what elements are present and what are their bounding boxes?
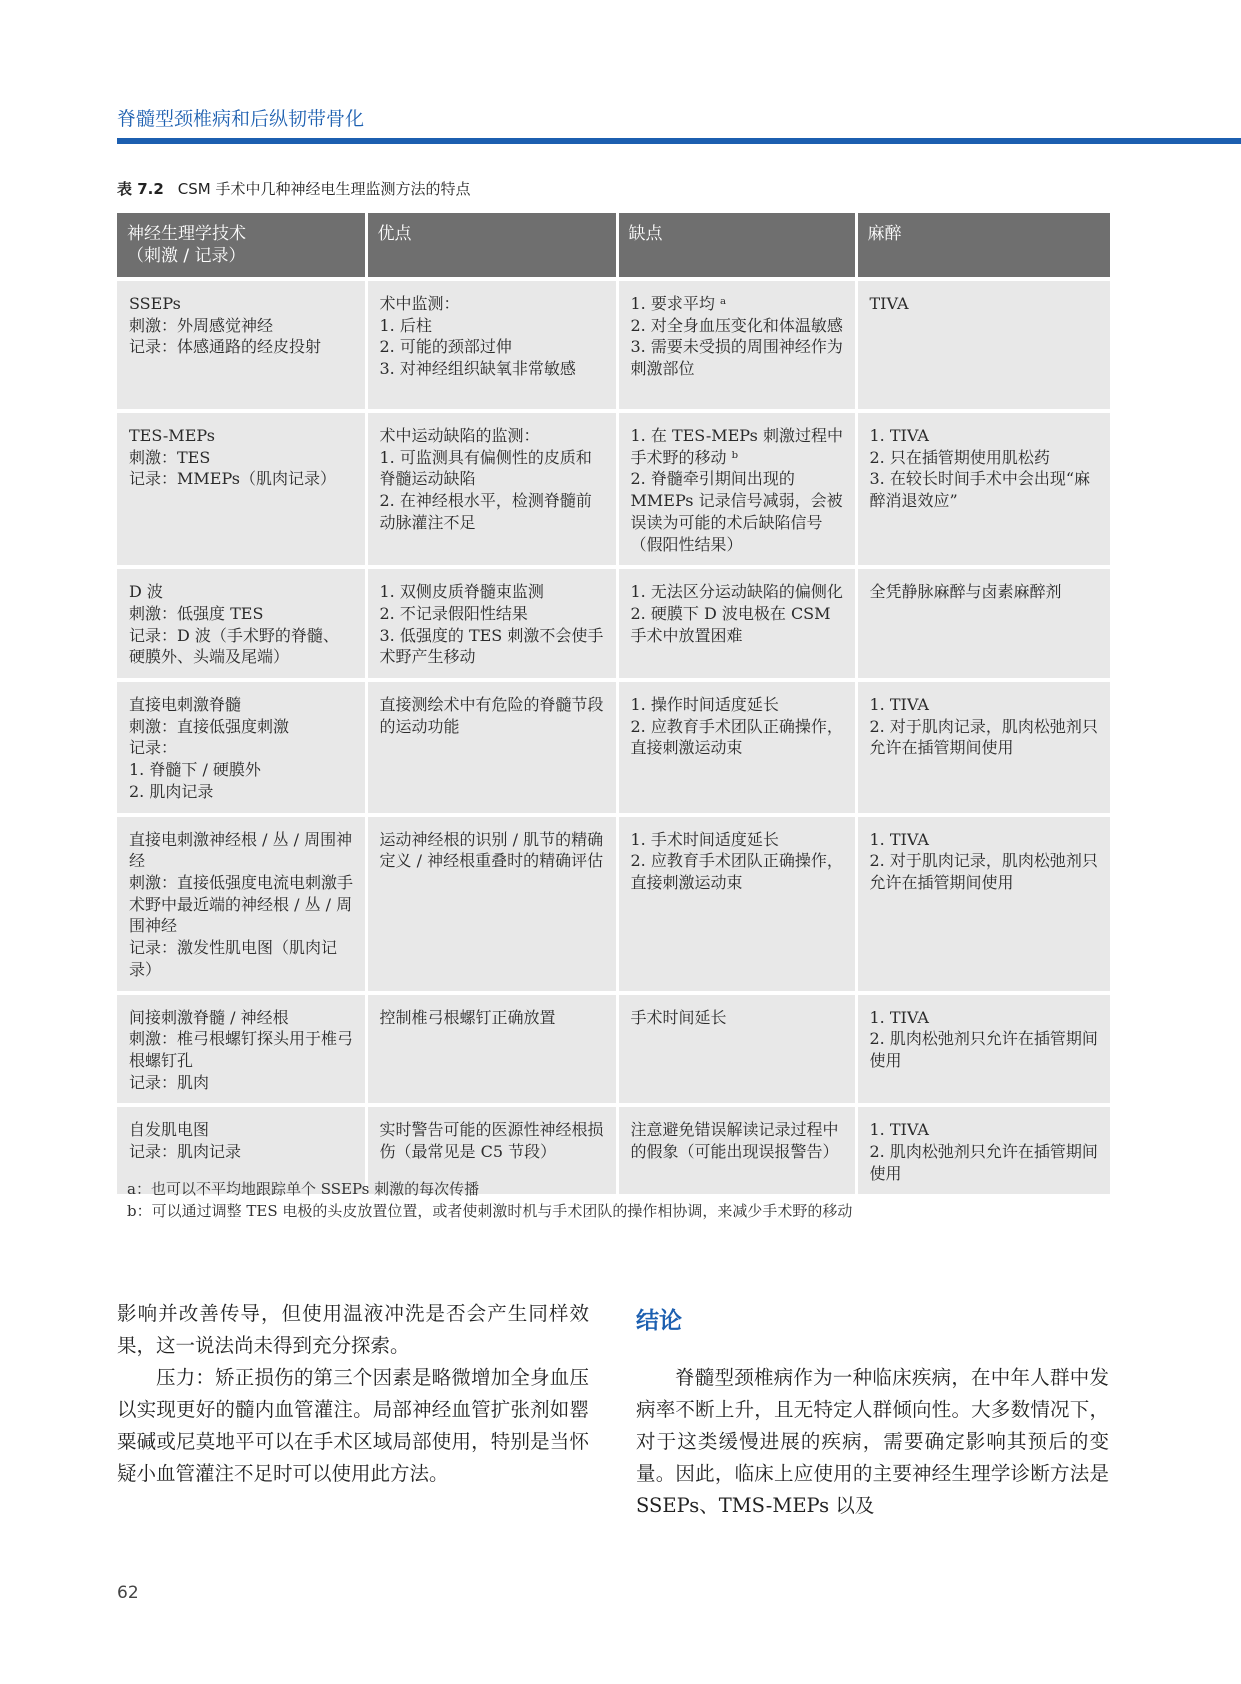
cell-anesthesia: TIVA <box>856 279 1110 411</box>
footnote-b: b：可以通过调整 TES 电极的头皮放置位置，或者使刺激时机与手术团队的操作相协调，来减少手术野的移动 <box>127 1202 853 1220</box>
header-technique: 神经生理学技术 （刺激 / 记录） <box>117 213 366 279</box>
table-caption-number: 表 7.2 <box>117 180 164 198</box>
cell-advantages: 术中运动缺陷的监测： 1. 可监测具有偏侧性的皮质和脊髓运动缺陷 2. 在神经根水平，检测脊髓前动脉灌注不足 <box>366 411 617 567</box>
cell-technique: TES-MEPs 刺激：TES 记录：MMEPs（肌肉记录） <box>117 411 366 567</box>
table-row <box>117 567 1110 680</box>
cell-disadvantages: 1. 操作时间适度延长 2. 应教育手术团队正确操作，直接刺激运动束 <box>617 680 856 815</box>
section-heading-conclusion: 结论 <box>636 1308 682 1334</box>
table-footnotes <box>127 1178 852 1222</box>
cell-anesthesia: 1. TIVA 2. 对于肌肉记录，肌肉松弛剂只允许在插管期间使用 <box>856 815 1110 993</box>
cell-advantages: 术中监测： 1. 后柱 2. 可能的颈部过伸 3. 对神经组织缺氧非常敏感 <box>366 279 617 411</box>
table-header-row <box>117 213 1110 279</box>
cell-technique: SSEPs 刺激：外周感觉神经 记录：体感通路的经皮投射 <box>117 279 366 411</box>
monitoring-methods-table <box>117 213 1110 1194</box>
table-row <box>117 815 1110 993</box>
header-disadvantages: 缺点 <box>617 213 856 279</box>
table-row <box>117 680 1110 815</box>
cell-anesthesia: 1. TIVA 2. 肌肉松弛剂只允许在插管期间使用 <box>856 993 1110 1106</box>
cell-disadvantages: 1. 手术时间适度延长 2. 应教育手术团队正确操作，直接刺激运动束 <box>617 815 856 993</box>
table-caption <box>117 178 471 199</box>
header-anesthesia: 麻醉 <box>856 213 1110 279</box>
cell-disadvantages: 1. 要求平均 ᵃ 2. 对全身血压变化和体温敏感 3. 需要未受损的周围神经作为刺激部位 <box>617 279 856 411</box>
table-row <box>117 411 1110 567</box>
cell-anesthesia: 1. TIVA 2. 只在插管期使用肌松药 3. 在较长时间手术中会出现“麻醉消退效应” <box>856 411 1110 567</box>
cell-advantages: 直接测绘术中有危险的脊髓节段的运动功能 <box>366 680 617 815</box>
cell-advantages: 控制椎弓根螺钉正确放置 <box>366 993 617 1106</box>
cell-technique: 自发肌电图 记录：肌肉记录 <box>117 1105 366 1194</box>
left-column-text <box>117 1298 589 1490</box>
header-advantages: 优点 <box>366 213 617 279</box>
running-head: 脊髓型颈椎病和后纵韧带骨化 <box>117 108 365 130</box>
cell-technique: D 波 刺激：低强度 TES 记录：D 波（手术野的脊髓、硬膜外、头端及尾端） <box>117 567 366 680</box>
cell-disadvantages: 1. 在 TES-MEPs 刺激过程中手术野的移动 ᵇ 2. 脊髓牵引期间出现的 MMEPs 记录信号减弱，会被误读为可能的术后缺陷信号（假阳性结果） <box>617 411 856 567</box>
footnote-a: a：也可以不平均地跟踪单个 SSEPs 刺激的每次传播 <box>127 1180 480 1198</box>
paragraph: 压力：矫正损伤的第三个因素是略微增加全身血压以实现更好的髓内血管灌注。局部神经血管扩张剂如罂粟碱或尼莫地平可以在手术区域局部使用，特别是当怀疑小血管灌注不足时可以使用此方法。 <box>117 1366 589 1485</box>
cell-technique: 直接电刺激神经根 / 丛 / 周围神经 刺激：直接低强度电流电刺激手术野中最近端的神经根 / 丛 / 周围神经 记录：激发性肌电图（肌肉记录） <box>117 815 366 993</box>
cell-disadvantages: 注意避免错误解读记录过程中的假象（可能出现误报警告） <box>617 1105 856 1194</box>
right-column-text: 脊髓型颈椎病作为一种临床疾病，在中年人群中发病率不断上升，且无特定人群倾向性。大多数情况下，对于这类缓慢进展的疾病，需要确定影响其预后的变量。因此，临床上应使用的主要神经生理学诊断方法是 SSEPs、TMS-MEPs 以及 <box>636 1366 1109 1517</box>
cell-advantages: 运动神经根的识别 / 肌节的精确定义 / 神经根重叠时的精确评估 <box>366 815 617 993</box>
cell-disadvantages: 手术时间延长 <box>617 993 856 1106</box>
cell-anesthesia: 1. TIVA 2. 肌肉松弛剂只允许在插管期间使用 <box>856 1105 1110 1194</box>
cell-technique: 间接刺激脊髓 / 神经根 刺激：椎弓根螺钉探头用于椎弓根螺钉孔 记录：肌肉 <box>117 993 366 1106</box>
header-rule <box>117 138 1241 144</box>
table-caption-text: CSM 手术中几种神经电生理监测方法的特点 <box>177 180 471 198</box>
cell-disadvantages: 1. 无法区分运动缺陷的偏侧化 2. 硬膜下 D 波电极在 CSM 手术中放置困难 <box>617 567 856 680</box>
cell-technique: 直接电刺激脊髓 刺激：直接低强度刺激 记录： 1. 脊髓下 / 硬膜外 2. 肌肉记录 <box>117 680 366 815</box>
table-row <box>117 279 1110 411</box>
table-row <box>117 993 1110 1106</box>
cell-anesthesia: 1. TIVA 2. 对于肌肉记录，肌肉松弛剂只允许在插管期间使用 <box>856 680 1110 815</box>
page-number: 62 <box>117 1583 139 1603</box>
paragraph: 影响并改善传导，但使用温液冲洗是否会产生同样效果，这一说法尚未得到充分探索。 <box>117 1302 589 1357</box>
cell-anesthesia: 全凭静脉麻醉与卤素麻醉剂 <box>856 567 1110 680</box>
cell-advantages: 1. 双侧皮质脊髓束监测 2. 不记录假阳性结果 3. 低强度的 TES 刺激不会使手术野产生移动 <box>366 567 617 680</box>
cell-advantages: 实时警告可能的医源性神经根损伤（最常见是 C5 节段） <box>366 1105 617 1194</box>
